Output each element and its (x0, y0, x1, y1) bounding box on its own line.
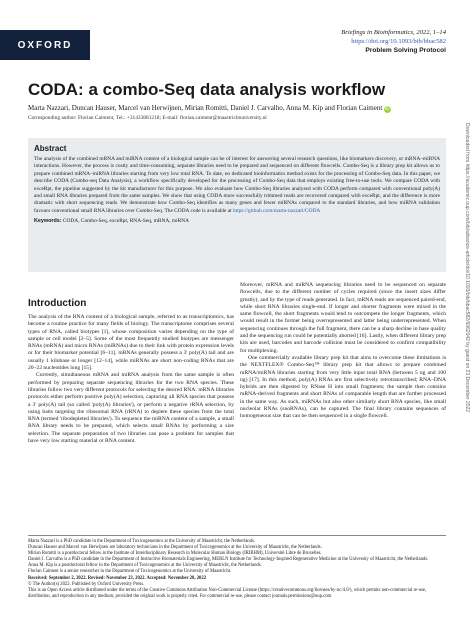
article-type: Problem Solving Protocol (365, 47, 446, 54)
paragraph: One commercially available library prep kit that aims to overcome these limitations is the NEXTFLEX® Combo-Seq™ library prep kit that allows to prepare combined mRNA/miRNA libraries starting from very little input total RNA (between 5 ng and 100 ng) [17]. In this method, poly(A) RNAs are first selectively retrotranscribed; RNA–DNA hybrids are then digested by RNase H into small fragments; the sample then contains mRNA-derived fragments and short RNAs of comparable length that are further processed in the same way. As such, miRNAs but also other similarly short RNA species, like small nucleolar RNAs (snoRNAs), can be captured. The final library contains sequences of homogeneous size that can be then sequenced in a single flowcell. (240, 354, 446, 420)
note-line: Marta Nazzari is a PhD candidate in the Department of Toxicogenomics at the University of Maastricht, the Netherlands. (28, 539, 255, 544)
authors-text: Marta Nazzari, Duncan Hauser, Marcel van Herwijnen, Mirian Romitti, Daniel J. Carvalho, Anna M. Kip and Florian Caiment (28, 104, 383, 112)
abstract-body: The analysis of the combined mRNA and miRNA content of a biological sample can be of interest for answering several research questions, like biomarkers discovery, or mRNA–miRNA interactions. However, the process is costly and time-consuming, separate libraries need to be prepared and sequenced on different flowcells. Combo-Seq is a library prep kit allows us to prepare combined mRNA–miRNA libraries starting from very low total RNA. To date, no dedicated bioinformatics method exists for the processing of Combo-Seq data. In this paper, we describe CODA (Combo-seq Data Analysis), a workflow specifically developed for the processing of Combo-Seq data that employs existing free-to-use tools. We compare CODA with exceRpt, the pipeline suggested by the kit manufacturer for this purpose. We also evaluate how Combo-Seq libraries analysed with CODA perform compared with conventional poly(A) and small RNA libraries prepared from the same samples. We show that using CODA more successfully trimmed reads are recovered compared with exceRpt, and the difference is more dramatic with short sequencing reads. We demonstrate how Combo-Seq identifies as many genes and fewer miRNAs compared to the standard libraries, and how miRNA validation favours conventional small RNA libraries over Combo-Seq. The CODA code is available at (34, 156, 440, 214)
text-column-right (240, 282, 446, 421)
paper-title: CODA: a combo-Seq data analysis workflow (28, 80, 386, 99)
journal-info (341, 28, 446, 55)
received-dates: Received: September 2, 2022. Revised: November 23, 2022. Accepted: November 28, 2022 (28, 575, 207, 581)
orcid-icon[interactable]: iD (385, 106, 390, 112)
keywords (34, 218, 440, 224)
corresponding-author: Corresponding author: Florian Caiment, Tel.: +31433881218; E-mail: florian.caiment@maastrichtuniversity.nl (28, 115, 267, 121)
author-list (28, 104, 448, 113)
publisher-logo: OXFORD (0, 30, 90, 60)
abstract-box (28, 138, 446, 272)
doi-link[interactable]: https://doi.org/10.1093/bib/bbac582 (351, 38, 446, 45)
note-line: Duncan Hauser and Marcel van Herwijnen are laboratory technicians in the Department of Toxicogenomics at the University of Maastricht, the Netherlands. (28, 545, 322, 551)
keywords-list: CODA, Combo-Seq, exceRpt, RNA-Seq, mRNA, miRNA (62, 218, 189, 225)
code-link[interactable]: https://github.com/marta-nazzari/CODA (233, 207, 321, 214)
paragraph: Currently, simultaneous mRNA and miRNA analysis from the same sample is often performed by preparing separate sequencing libraries for the two RNA species. These libraries follow two very different protocols for selecting the desired RNA: mRNA libraries protocols either perform positive poly(A) selection, capturing all RNA species that possess a 3' poly(A) tail (so called 'poly(A) libraries'), or perform a negative rRNA selection, by using baits targeting the ribosomal RNA (rRNA) to deplete these species from the total RNA (termed 'ribodepleted libraries'). To sequence the miRNA content of a sample, a small RNA library needs to be prepared, which selects small RNAs by performing a size selection. The separate preparation of two libraries can pose a problem for samples that have very low starting material or RNA content. (28, 372, 234, 445)
note-line: Florian Caiment is a senior researcher in the Department of Toxicogenomics at the University of Maastricht. (28, 569, 232, 575)
keywords-label: Keywords: (34, 218, 62, 225)
note-line: Anna M. Kip is a postdoctoral fellow in the Department of Toxicogenomics at the University of Maastricht, the Netherlands. (28, 563, 262, 569)
paragraph: Moreover, mRNA and miRNA sequencing libraries need to be sequenced on separate flowcells, due to the different number of cycles required (since the insert sizes differ greatly), and by the type of reads generated. In fact, mRNA reads are sequenced paired-end, while short RNA libraries single-end. If longer and shorter fragments were mixed in the same flowcell, the short fragments would tend to outcompete the longer fragments, which would result in the former being overrepresented and latter being underrepresented. When sequencing continues through the full fragment, there can be a sharp decline in base quality and the sequencing run could be potentially aborted [16]. Lastly, when different library prep kits are used, barcodes and barcode collision must be considered to confirm compatibility for multiplexing. (240, 282, 446, 354)
abstract-text (34, 156, 440, 215)
note-line: Mirian Romitti is a postdoctoral fellow at the Institute of Interdisciplinary Research in Molecular Human Biology (IRIBHM), Université Libre de Bruxelles. (28, 551, 322, 557)
copyright: © The Author(s) 2022. Published by Oxford University Press. (28, 581, 145, 587)
paragraph: The analysis of the RNA content of a biological sample, referred to as transcriptomics, has become a routine practice for many fields of biology. The transcriptome comprises several types of RNA, called biotypes [1], whose composition varies depending on the type of sample or cell model [2–5]. Some of the most frequently studied biotypes are messenger RNAs (mRNA) and micro RNAs (miRNAs) due to their link with protein expression levels or for their biomarker potential [6–11]. mRNAs generally possess a 3' poly(A) tail and are usually 1 kilobase or longer [12–14], while miRNAs are short non-coding RNAs that are 20–22 nucleotides long [15]. (28, 314, 234, 372)
abstract-heading: Abstract (34, 144, 67, 153)
author-notes (28, 535, 446, 600)
note-line: Daniel J. Carvalho is a PhD candidate in the Department of Instructive Biomaterials Engineering, MERLN Institute for Technology-Inspired Regenerative Medicine at the University of Maastricht, the Netherlands. (28, 557, 429, 563)
journal-name: Briefings in Bioinformatics, 2022, 1–14 (341, 29, 446, 36)
section-heading-introduction: Introduction (28, 298, 87, 309)
download-sidebar (457, 123, 470, 550)
download-notice: Downloaded from https://academic.oup.com/bib/advance-article/doi/10.1093/bib/bbac582/6962042 by guest on 23 December 2022 (464, 123, 470, 413)
text-column-left (28, 314, 234, 445)
license: This is an Open Access article distributed under the terms of the Creative Commons Attribution Non-Commercial License (https://creativecommons.org/licenses/by-nc/4.0/), which permits non-commercial re-use, distribution, and reproduction in any medium, provided the original work is properly cited. For commercial re-use, please contact journals.permissions@oup.com (28, 587, 427, 599)
